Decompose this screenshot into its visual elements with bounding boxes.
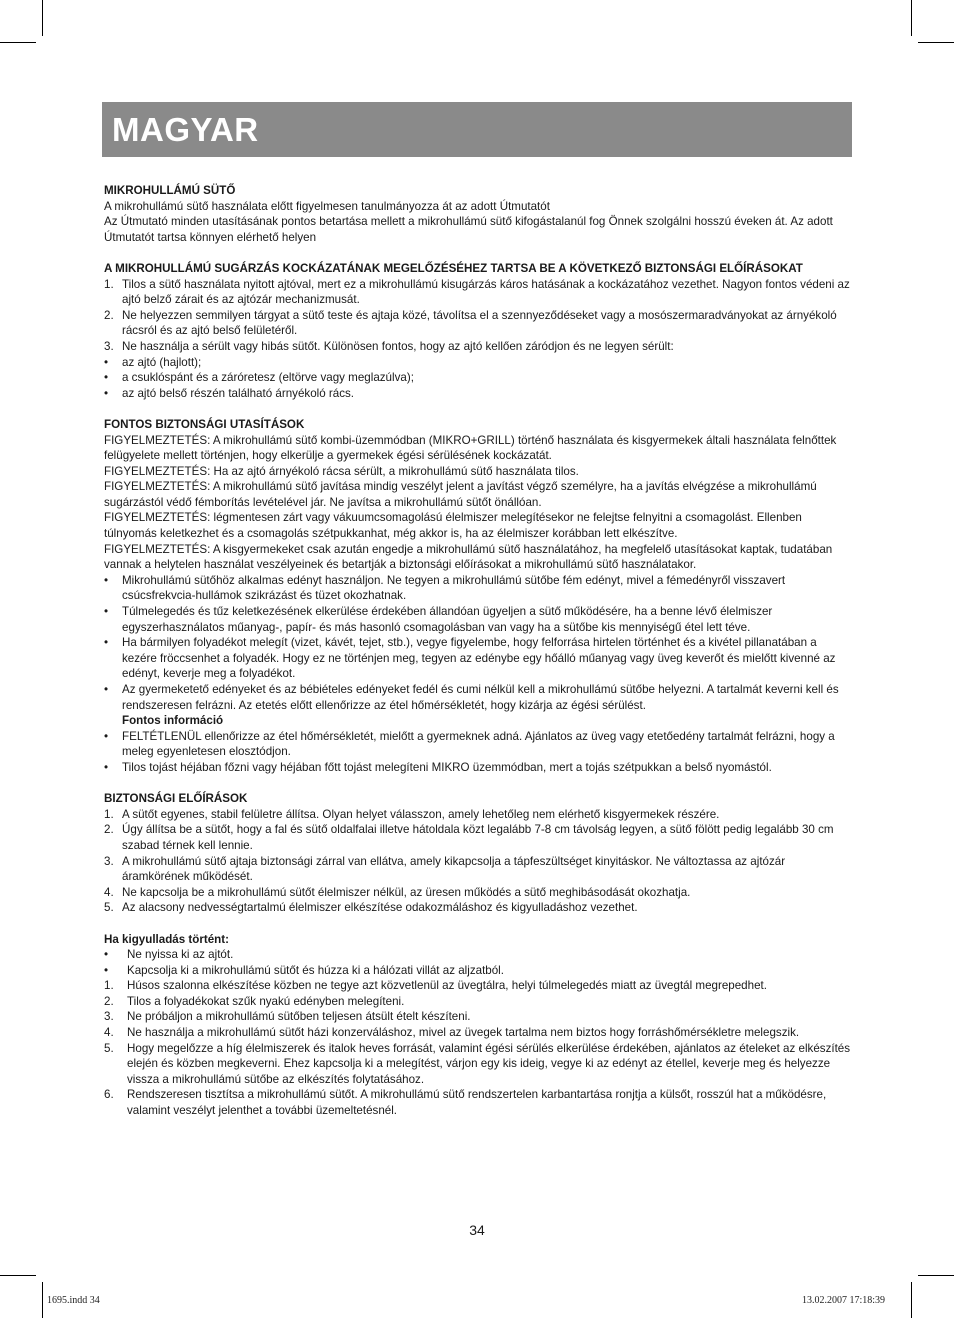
list-item [104, 573, 852, 604]
list-text: Kapcsolja ki a mikrohullámú sütőt és húzza ki a hálózati villát az aljzatból. [127, 963, 504, 977]
list-text: Ha bármilyen folyadékot melegít (vizet, kávét, tejet, stb.), vegye figyelembe, hogy felforrása hirtelen történhet és a kivétel pillanatában a kezére fröccsenhet a folyadék. Hogy ez ne történjen meg, tegyen az edénybe egy hőálló műanyag vagy üveg keverőt és mielőtt kivenné az edényt, keverje meg a folyadékot. [122, 636, 836, 681]
list-item [104, 947, 852, 963]
list-text: az ajtó belső részén található árnyékoló rács. [122, 386, 355, 400]
crop-mark [911, 0, 912, 36]
list-item [104, 885, 852, 901]
paragraph: A mikrohullámú sütő használata előtt figyelmesen tanulmányozza át az adott Útmutatót [104, 199, 550, 213]
crop-mark [42, 1282, 43, 1318]
file-slug: 1695.indd 34 [47, 1295, 100, 1306]
fire-list [104, 947, 852, 1119]
warning-paragraph: FIGYELMEZTETÉS: Ha az ajtó árnyékoló rácsa sérült, a mikrohullámú sütő használata tilos. [104, 464, 579, 478]
list-text: Az gyermeketető edényeket és az bébiételes edényeket fedél és cumi nélkül kell a mikrohullámú sütőbe helyezni. A tartalmát keverni kell és rendszeresen felrázni. Az etetés előtt ellenőrizze az étel hőmérsékletét, hogy kizárja az égési sérülést. [122, 683, 839, 712]
section-heading: Ha kigyulladás történt: [104, 932, 229, 946]
list-item [104, 386, 852, 402]
list-item [104, 308, 852, 339]
list-marker: 5. [104, 901, 114, 915]
list-item [104, 854, 852, 885]
list-text: Úgy állítsa be a sütőt, hogy a fal és sütő oldalfalai illetve hátoldala közt legalább 7-8 cm távolság legyen, a sütő fölött pedig legalább 30 cm szabad térnek kell lennie. [122, 823, 834, 852]
list-item [104, 355, 852, 371]
list-marker: 5. [104, 1041, 114, 1055]
list-item [104, 978, 852, 994]
section-heading: BIZTONSÁGI ELŐÍRÁSOK [104, 792, 248, 806]
section-heading: FONTOS BIZTONSÁGI UTASÍTÁSOK [104, 417, 305, 431]
list-marker: 3. [104, 339, 114, 353]
list-marker: • [104, 386, 109, 400]
list-text: Az alacsony nedvességtartalmú élelmiszer elkészítése odakozmáláshoz és kigyulladáshoz vezethet. [122, 901, 638, 915]
warning-paragraph: FIGYELMEZTETÉS: A mikrohullámú sütő javítása mindig veszélyt jelent a javítást végző személyre, ha a javítás elvégzése a mikrohullámú sugárzástól védő fémborítás levételével jár. Ne javítsa a mikrohullámú sütőt önállóan. [104, 480, 817, 509]
list-marker: • [104, 605, 109, 619]
paragraph: Az Útmutató minden utasításának pontos betartása mellett a mikrohullámú sütő kifogástalanúl fog Önnek szolgálni hosszú éveken át. Az adott Útmutatót tartsa könnyen elérhető helyen [104, 215, 833, 244]
list-marker: 1. [104, 277, 114, 291]
page-title: MAGYAR [112, 111, 259, 148]
list-marker: • [104, 636, 109, 650]
list-marker: • [104, 729, 109, 743]
list-text: Ne helyezzen semmilyen tárgyat a sütő teste és ajtaja közé, távolítsa el a szennyeződéseket vagy a mosószermaradványokat az árnyékoló rácsról és az ajtó belső felületéről. [122, 308, 837, 338]
list-item [104, 370, 852, 386]
list-text: Ne nyissa ki az ajtót. [127, 948, 234, 962]
safety-list [104, 277, 852, 402]
list-item [104, 1025, 852, 1041]
crop-mark [0, 1275, 36, 1276]
list-text: FELTÉTLENÜL ellenőrizze az étel hőmérsékletét, mielőtt a gyermeknek adná. Ajánlatos az üveg vagy etetőedény tartalmát felrázni, hogy a meleg egyenletesen elosztódjon. [122, 729, 835, 759]
list-item [104, 713, 852, 729]
list-text: Tilos tojást héjában főzni vagy héjában főtt tojást melegíteni MIKRO üzemmódban, mert a tojás szétpukkan a belső nyomástól. [122, 760, 772, 774]
list-item [104, 339, 852, 355]
list-text: Hogy megelőzze a híg élelmiszerek és italok heves forrását, valamint égési sérülés elkerülése érdekében, ajánlatos az ételeket az elkészítés elején és közben megkeverni. Ehez kapcsolja ki a melegítést, várjon egy kis ideig, vegye ki az edényt az étellel, keverje meg és helyezze vissza a mikrohullámú sütőbe az elkészítés folytatásához. [127, 1041, 851, 1086]
section-heading: A MIKROHULLÁMÚ SUGÁRZÁS KOCKÁZATÁNAK MEGELŐZÉSÉHEZ TARTSA BE A KÖVETKEZŐ BIZTONSÁGI ELŐÍRÁSOKAT [104, 261, 803, 275]
list-text: Ne kapcsolja be a mikrohullámú sütőt élelmiszer nélkül, az üresen működés a sütő meghibásodását okozhatja. [122, 885, 691, 899]
list-text: Túlmelegedés és tűz keletkezésének elkerülése érdekében állandóan ügyeljen a sütő működésére, ha a benne lévő élelmiszer egyszerhasználatos műanyag-, papír- és más hasonló csomagolásban van vagy ha a sütőbe kis mennyiségű étel lett téve. [122, 605, 773, 634]
warning-paragraph: FIGYELMEZTETÉS: A kisgyermekeket csak azután engedje a mikrohullámú sütő használatához, ha megfelelő utasításokat kaptak, tudatában vannak a helytelen használat veszélyeinek és betartják a biztonsági előírásokat a mikrohullámú sütő használatakor. [104, 542, 833, 572]
list-marker: • [104, 683, 109, 696]
list-item [104, 760, 852, 776]
list-marker: 2. [104, 994, 114, 1008]
list-marker: • [104, 760, 109, 774]
list-text: Ne használja a sérült vagy hibás sütőt. Különösen fontos, hogy az ajtó kellően záródjon és ne legyen sérült: [122, 339, 674, 353]
list-text: Fontos információ [122, 714, 224, 728]
list-item [104, 604, 852, 635]
list-marker: 2. [104, 823, 114, 837]
list-item [104, 1009, 852, 1025]
list-text: A mikrohullámú sütő ajtaja biztonsági zárral van ellátva, amely kikapcsolja a tápfeszültséget kinyitáskor. Ne változtassa az ajtózár áramkörének működését. [122, 854, 786, 884]
list-item [104, 900, 852, 916]
list-item [104, 1087, 852, 1118]
crop-mark [918, 1275, 954, 1276]
list-item [104, 994, 852, 1010]
list-marker: 6. [104, 1088, 114, 1102]
document-body [104, 183, 852, 1119]
list-item [104, 822, 852, 853]
list-item [104, 635, 852, 682]
important-list [104, 573, 852, 776]
section-heading: MIKROHULLÁMÚ SÜTŐ [104, 184, 236, 197]
list-item [104, 277, 852, 308]
crop-mark [918, 42, 954, 43]
page-number: 34 [469, 1222, 485, 1238]
list-text: Tilos a folyadékokat szűk nyakú edényben melegíteni. [127, 994, 405, 1008]
list-item [104, 963, 852, 979]
list-text: Mikrohullámú sütőhöz alkalmas edényt használjon. Ne tegyen a mikrohullámú sütőbe fém edényt, mivel a fémedényről visszavert csúcsfrekvcia-hullámok szikrázást és tüzet okozhatnak. [122, 573, 786, 603]
list-text: A sütőt egyenes, stabil felületre állítsa. Olyan helyet válasszon, amely lehetőleg nem elérhető kisgyermekek részére. [122, 807, 720, 821]
warning-paragraph: FIGYELMEZTETÉS: A mikrohullámú sütő kombi-üzemmódban (MIKRO+GRILL) történő használata és kisgyermekek általi használata felnőttek felügyelete mellett történjen, hogy elkerülje a gyermekek égési sérülésének kockázatát. [104, 433, 837, 463]
list-marker: • [104, 963, 109, 977]
list-marker: 1. [104, 807, 114, 821]
list-text: a csuklóspánt és a záróretesz (eltörve vagy meglazúlva); [122, 371, 414, 385]
warning-paragraphs [104, 433, 852, 573]
list-marker: 3. [104, 1010, 114, 1024]
list-marker: 1. [104, 979, 114, 993]
list-text: az ajtó (hajlott); [122, 355, 202, 369]
list-text: Ne próbáljon a mikrohullámú sütőben teljesen átsült ételt készíteni. [127, 1010, 471, 1024]
list-item [104, 1041, 852, 1088]
safety-rules-list [104, 807, 852, 916]
list-item [104, 682, 852, 713]
list-marker: • [104, 948, 109, 962]
list-text: Húsos szalonna elkészítése közben ne tegye azt közvetlenül az üvegtálra, helyi túlmelegedés miatt az üvegtál megrepedhet. [127, 979, 767, 993]
list-marker: 4. [104, 885, 114, 899]
list-text: Rendszeresen tisztítsa a mikrohullámú sütőt. A mikrohullámú sütő rendszertelen karbantartása ronjtja a külsőt, rosszúl hat a működésre, valamint veszélyt jelenthet a további üzemeltetésnél. [127, 1088, 827, 1118]
list-marker: 2. [104, 308, 114, 322]
list-marker: 3. [104, 854, 114, 868]
language-header [102, 102, 852, 157]
list-text: Tilos a sütő használata nyitott ajtóval, mert ez a mikrohullámú kisugárzás káros hatásának a kockázatához vezethet. Nagyon fontos védeni az ajtó belző zárait és az ajtózár mechanizmusát. [122, 277, 850, 307]
warning-paragraph: FIGYELMEZTETÉS: légmentesen zárt vagy vákuumcsomagolású élelmiszer melegítésekor ne felejtse felnyitni a csomagolást. Ellenben túlnyomás keletkezhet és a csomagolás szétpukkanhat, még akkor is, ha az élelmiszer korábban lett elkészítve. [104, 511, 802, 541]
list-text: Ne használja a mikrohullámú sütőt házi konzerváláshoz, mivel az üvegek tartalma nem biztos hogy forráshőmérsékletre melegszik. [127, 1026, 800, 1040]
list-marker: 4. [104, 1026, 114, 1040]
crop-mark [0, 42, 36, 43]
list-item [104, 807, 852, 823]
list-marker: • [104, 371, 109, 385]
list-marker: • [104, 573, 109, 587]
crop-mark [911, 1282, 912, 1318]
crop-mark [42, 0, 43, 36]
date-slug: 13.02.2007 17:18:39 [801, 1295, 885, 1306]
list-item [104, 729, 852, 760]
list-marker: • [104, 355, 109, 369]
